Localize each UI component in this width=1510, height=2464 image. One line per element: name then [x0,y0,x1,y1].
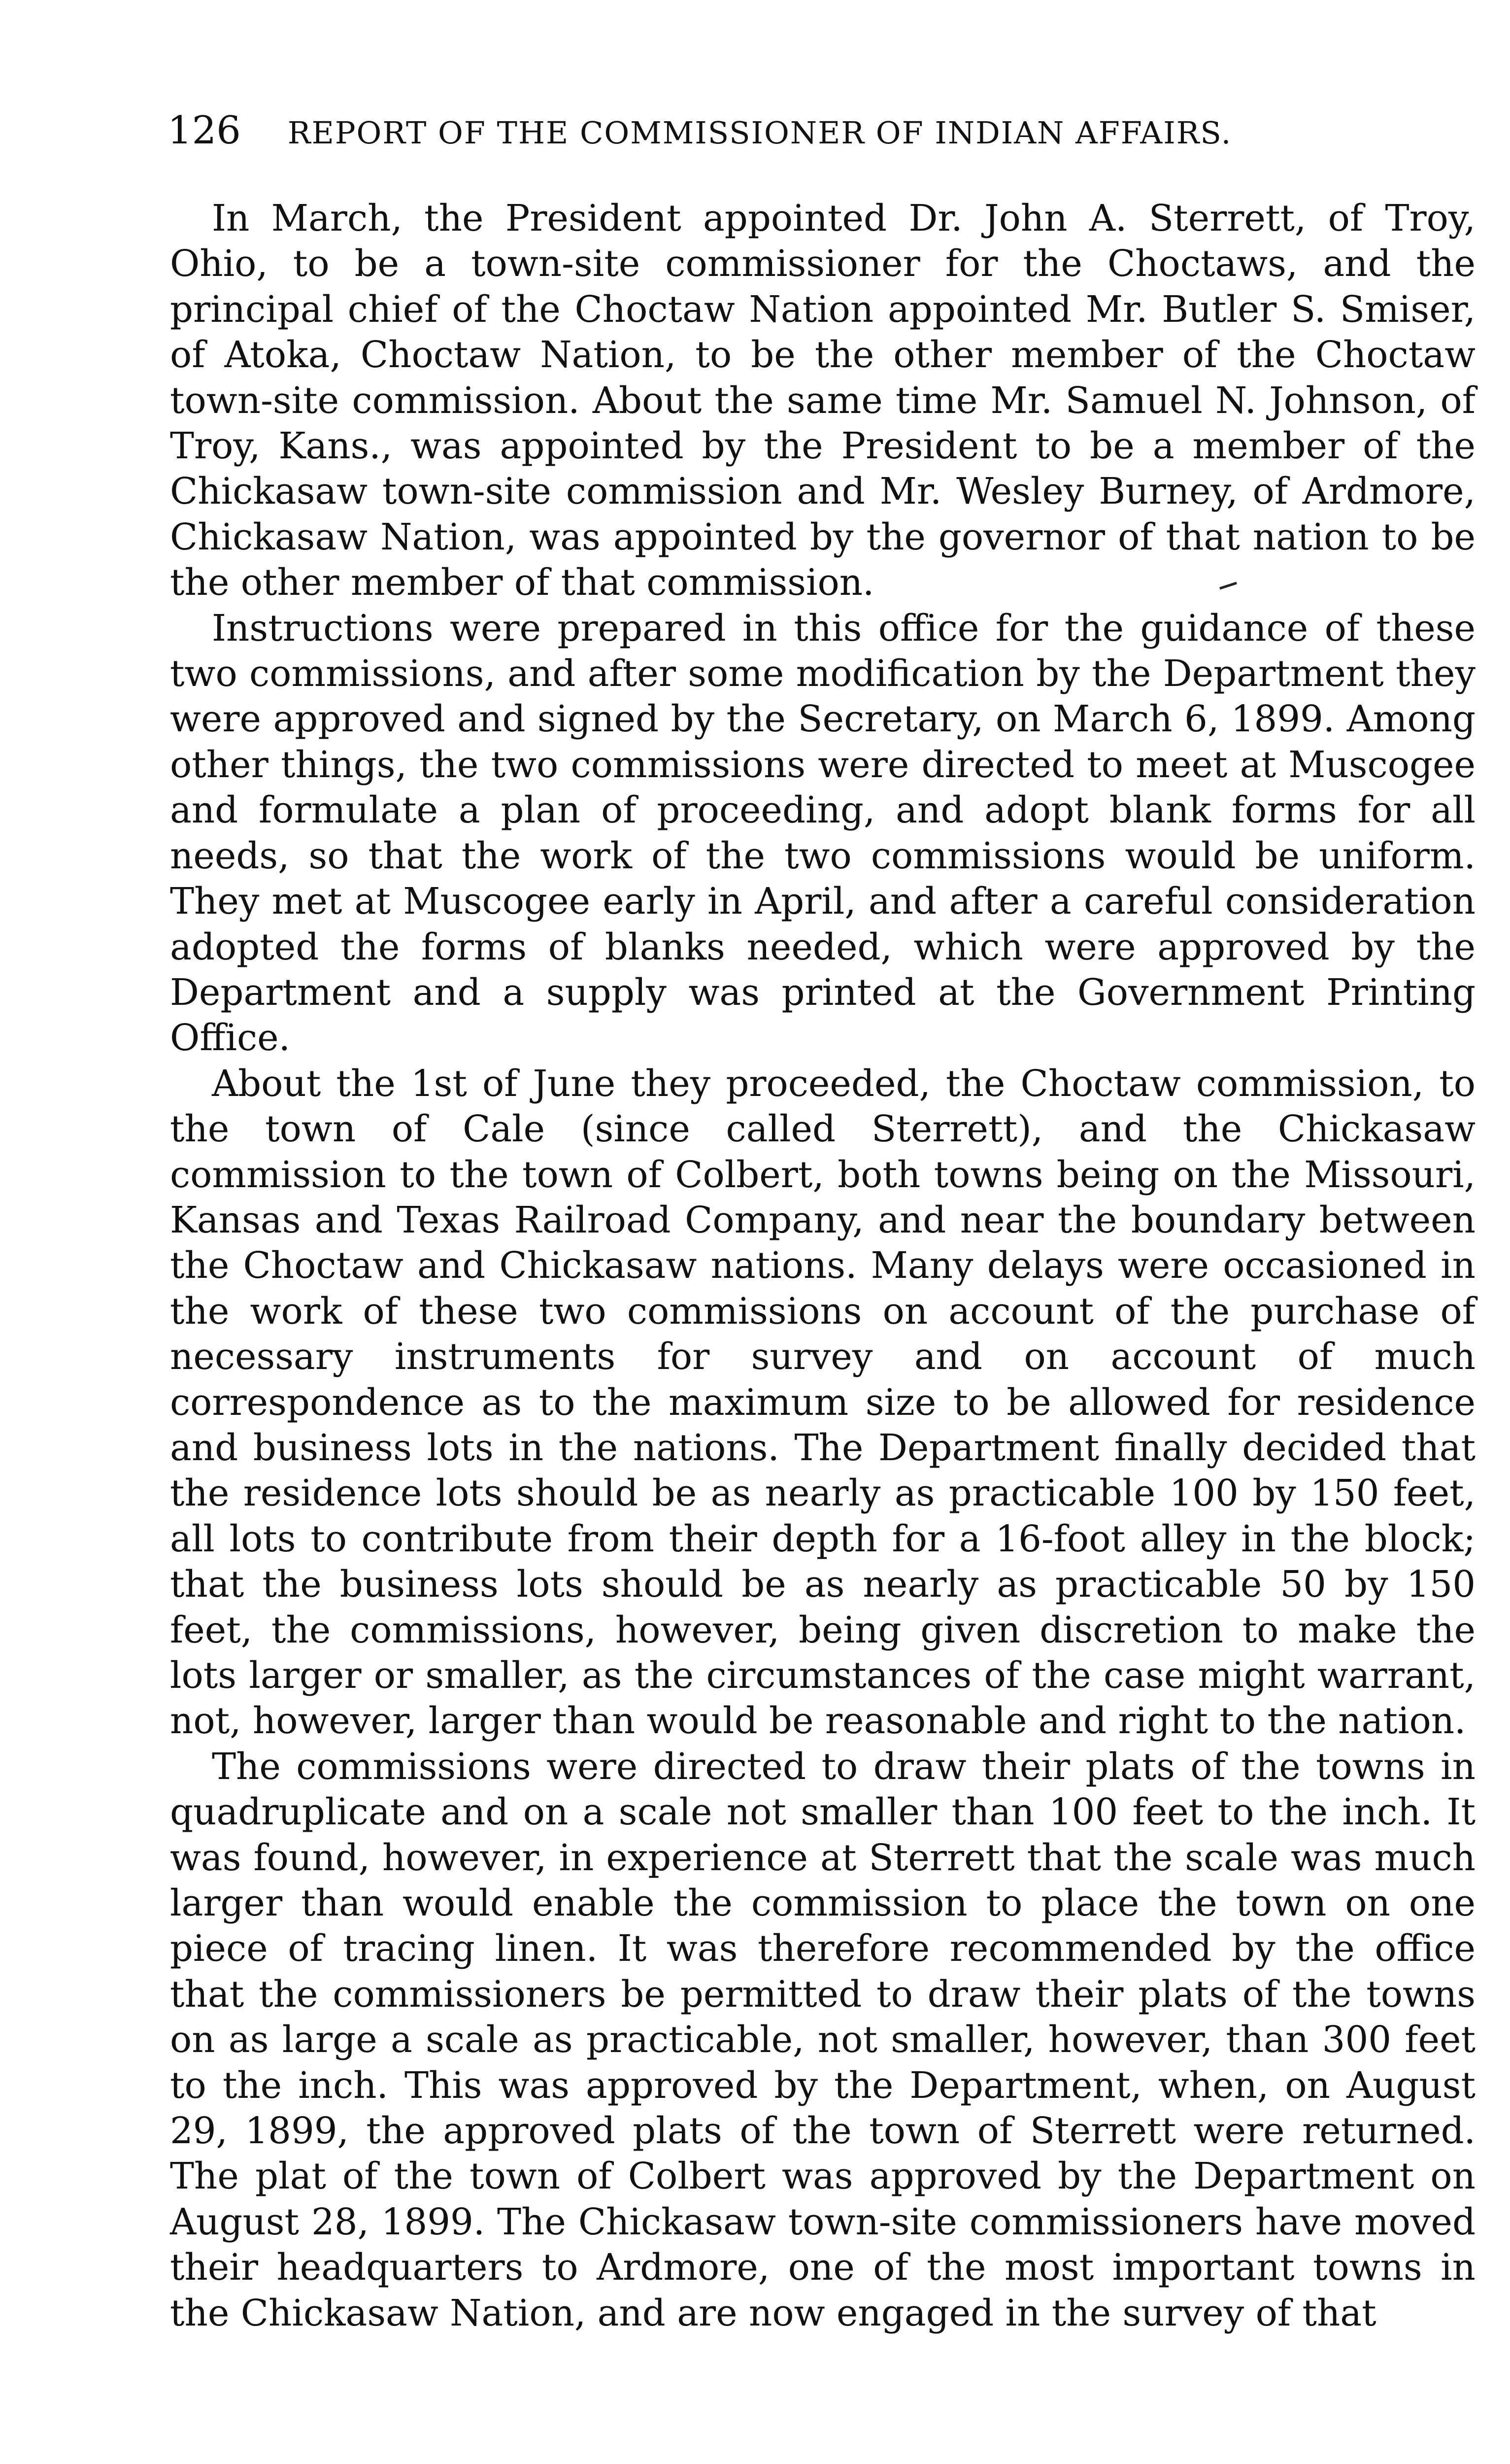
paragraph-commission-instructions: Instructions were prepared in this office for the guidance of these two commissions, and after some modification by the Department they were approved and signed by the Secretary, on March 6, 1899. Among other things, the two commissions were directed to meet at Muscogee and formulate a plan of proceeding, and adopt blank forms for all needs, so that the work of the two commissions would be uniform. They met at Muscogee early in April, and after a careful consideration adopted the forms of blanks needed, which were approved by the Department and a supply was printed at the Government Printing Office. [170,607,1476,1060]
paragraph-plats-and-scale: The commissions were directed to draw their plats of the towns in quadruplicate and on a scale not smaller than 100 feet to the inch. It was found, however, in experience at Sterrett that the scale was much larger than would enable the commission to place the town on one piece of tracing linen. It was therefore recommended by the office that the commissioners be permitted to draw their plats of the towns on as large a scale as practicable, not smaller, however, than 300 feet to the inch. This was approved by the Department, when, on August 29, 1899, the approved plats of the town of Sterrett were returned. The plat of the town of Colbert was approved by the Department on August 28, 1899. The Chickasaw town-site commissioners have moved their headquarters to Ardmore, one of the most important towns in the Chickasaw Nation, and are now engaged in the survey of that [170,1745,1476,2334]
page-edge-right [1478,0,1510,2464]
page-number: 126 [168,108,241,153]
paragraph-survey-and-lot-sizes: About the 1st of June they proceeded, the Choctaw commission, to the town of Cale (since called Sterrett), and the Chickasaw commission to the town of Colbert, both towns being on the Missouri, Kansas and Texas Railroad Company, and near the boundary between the Choctaw and Chickasaw nations. Many delays were occasioned in the work of these two commissions on account of the purchase of necessary instruments for survey and on account of much correspondence as to the maximum size to be allowed for residence and business lots in the nations. The Department finally decided that the residence lots should be as nearly as practicable 100 by 150 feet, all lots to contribute from their depth for a 16-foot alley in the block; that the business lots should be as nearly as practicable 50 by 150 feet, the commissions, however, being given discretion to make the lots larger or smaller, as the circumstances of the case might warrant, not, however, larger than would be reasonable and right to the nation. [170,1062,1476,1743]
body-text [170,196,1476,2336]
running-header [168,108,1443,163]
running-title: REPORT OF THE COMMISSIONER OF INDIAN AFFAIRS. [287,115,1232,151]
paragraph-town-site-appointments: In March, the President appointed Dr. John A. Sterrett, of Troy, Ohio, to be a town-site commissioner for the Choctaws, and the principal chief of the Choctaw Nation appointed Mr. Butler S. Smiser, of Atoka, Choctaw Nation, to be the other member of the Choctaw town-site commission. About the same time Mr. Samuel N. Johnson, of Troy, Kans., was appointed by the President to be a member of the Chickasaw town-site commission and Mr. Wesley Burney, of Ardmore, Chickasaw Nation, was appointed by the governor of that nation to be the other member of that commission. [170,198,1476,604]
